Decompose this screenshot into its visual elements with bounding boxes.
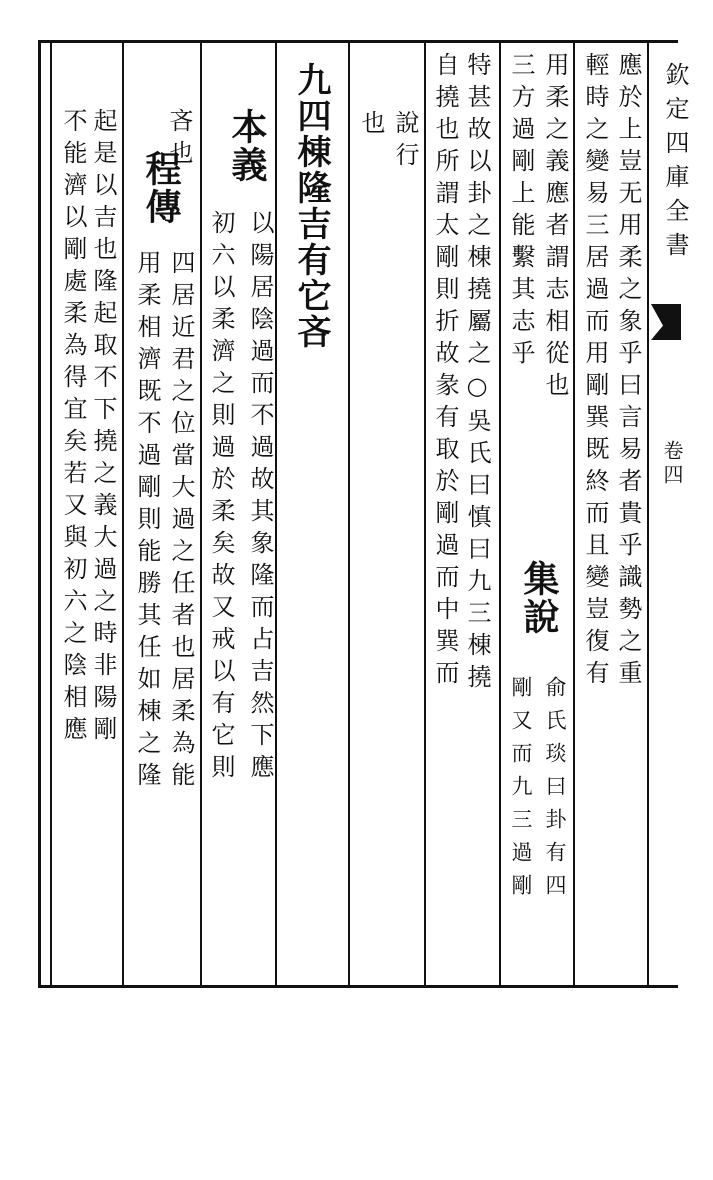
frame-inner-left [50,40,52,988]
margin-volume: 卷四 [660,440,684,488]
text-column-2: 輕時之變易三居過而用剛巽既終而且變豈復有 [581,52,609,692]
text-column-4: 三方過剛上能繫其志乎 [507,52,535,372]
fishtail-marker [651,304,681,340]
text-column-11b: 四居近君之位當大過之任者也居柔為能 [167,250,195,794]
text-column-5: 特甚故以卦之棟撓屬之○吳氏曰慎曰九三棟撓 [463,52,491,696]
hexagram-line-heading: 九四棟隆吉有它吝 [291,62,331,350]
column-rule [424,40,426,985]
text-column-3: 用柔之義應者謂志相從也 [541,52,569,404]
text-column-6: 自撓也所謂太剛則折故彖有取於剛過而中巽而 [431,52,459,692]
text-column-8: 也 [357,110,385,142]
text-column-4c: 俞氏琰曰卦有四 [543,676,567,907]
text-column-10a: 以陽居陰過而不過故其象隆而占吉然下應 [246,210,274,786]
frame-left [38,40,41,988]
column-rule [275,40,277,985]
text-column-13: 起是以吉也隆起取不下撓之義大過之時非陽剛 [89,108,117,748]
margin-title: 欽定四庫全書 [661,62,689,266]
section-label-benyi: 本義 [226,108,268,184]
text-column-11: 吝也 [165,108,193,172]
text-column-1: 應於上豈无用柔之象乎曰言易者貴乎識勢之重 [614,52,642,692]
column-rule [200,40,202,985]
text-column-12: 用柔相濟既不過剛則能勝其任如棟之隆 [133,250,161,794]
column-rule [122,40,124,985]
text-column-14: 不能濟以剛處柔為得宜矣若又與初六之陰相應 [59,108,87,748]
column-rule [573,40,575,985]
column-rule [348,40,350,985]
column-rule [499,40,501,985]
section-label-jishuo: 集說 [518,560,560,636]
frame-right [647,40,649,988]
text-column-10b: 初六以柔濟之則過於柔矣故又戒以有它則 [207,210,235,786]
text-column-7: 說行 [391,110,419,174]
frame-top [38,40,678,43]
section-label-chengzhuan: 程傳 [140,150,182,226]
text-column-4b: 剛又而九三過剛 [509,676,533,907]
